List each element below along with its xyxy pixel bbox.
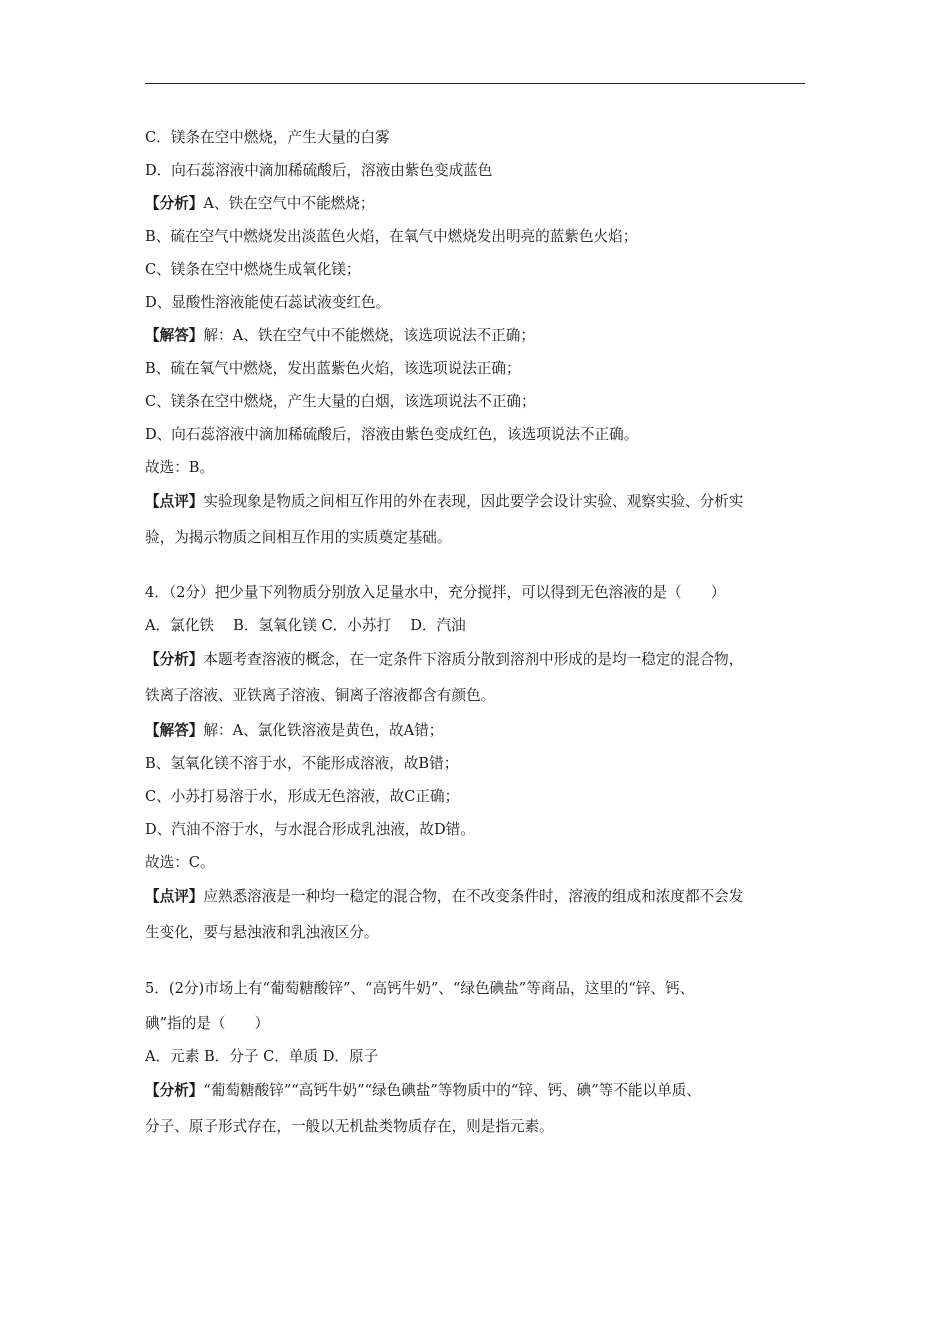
q4-comment-1 — [145, 879, 820, 915]
answer-tag: 【解答】 — [145, 327, 204, 344]
q4-answer-a — [145, 714, 820, 747]
comment-text: 应熟悉溶液是一种均一稳定的混合物，在不改变条件时，溶液的组成和浓度都不会发 — [203, 888, 744, 905]
q4-answer-d: D、汽油不溶于水，与水混合形成乳浊液，故D错。 — [145, 821, 475, 838]
q5-analysis-1 — [145, 1073, 820, 1109]
q3-answer-d: D、向石蕊溶液中滴加稀硫酸后，溶液由紫色变成红色，该选项说法不正确。 — [145, 426, 639, 443]
analysis-text: “葡萄糖酸锌”“高钙牛奶”“绿色碘盐”等物质中的“锌、钙、碘”等不能以单质、 — [203, 1082, 701, 1099]
q5-options: A．元素 B．分子 C．单质 D．原子 — [145, 1048, 379, 1065]
q3-analysis-b: B、硫在空气中燃烧发出淡蓝色火焰，在氧气中燃烧发出明亮的蓝紫色火焰； — [145, 228, 638, 245]
comment-tag: 【点评】 — [145, 888, 204, 905]
analysis-tag: 【分析】 — [145, 1082, 204, 1099]
document-body — [145, 121, 820, 1145]
q3-comment-1 — [145, 484, 820, 520]
answer-text: 解：A、铁在空气中不能燃烧，该选项说法不正确； — [203, 327, 535, 344]
q5-analysis-2: 分子、原子形式存在，一般以无机盐类物质存在，则是指元素。 — [145, 1118, 554, 1135]
q3-comment-2: 验，为揭示物质之间相互作用的实质奠定基础。 — [145, 529, 452, 546]
q4-analysis-2: 铁离子溶液、亚铁离子溶液、铜离子溶液都含有颜色。 — [145, 687, 496, 704]
q3-choice: 故选：B。 — [145, 459, 215, 476]
answer-tag: 【解答】 — [145, 722, 204, 739]
header-rule — [145, 83, 805, 84]
q4-choice: 故选：C。 — [145, 854, 215, 871]
comment-tag: 【点评】 — [145, 493, 204, 510]
q3-analysis-d: D、显酸性溶液能使石蕊试液变红色。 — [145, 294, 391, 311]
q3-answer-c: C、镁条在空中燃烧，产生大量的白烟，该选项说法不正确； — [145, 393, 536, 410]
analysis-tag: 【分析】 — [145, 651, 204, 668]
q4-answer-b: B、氢氧化镁不溶于水，不能形成溶液，故B错； — [145, 755, 459, 772]
analysis-text: 本题考查溶液的概念，在一定条件下溶质分散到溶剂中形成的是均一稳定的混合物， — [203, 651, 744, 668]
spacer — [145, 951, 820, 971]
q3-analysis-a — [145, 187, 820, 220]
answer-text: 解：A、氯化铁溶液是黄色，故A错； — [203, 722, 444, 739]
q3-analysis-c: C、镁条在空中燃烧生成氧化镁； — [145, 261, 361, 278]
analysis-tag: 【分析】 — [145, 195, 204, 212]
q5-question-2: 碘”指的是（ ） — [145, 1015, 270, 1032]
q4-question: 4．（2分）把少量下列物质分别放入足量水中，充分搅拌，可以得到无色溶液的是（ ） — [145, 584, 726, 601]
q5-question-1: 5．(2分)市场上有“葡萄糖酸锌”、“高钙牛奶”、“绿色碘盐”等商品，这里的“锌、钙、 — [145, 980, 695, 997]
q3-answer-a — [145, 319, 820, 352]
comment-text: 实验现象是物质之间相互作用的外在表现，因此要学会设计实验、观察实验、分析实 — [203, 493, 744, 510]
spacer — [145, 556, 820, 576]
q4-analysis-1 — [145, 642, 820, 678]
q3-option-c: C．镁条在空中燃烧，产生大量的白雾 — [145, 129, 390, 146]
q4-comment-2: 生变化，要与悬浊液和乳浊液区分。 — [145, 924, 379, 941]
q3-answer-b: B、硫在氧气中燃烧，发出蓝紫色火焰，该选项说法正确； — [145, 360, 521, 377]
analysis-text: A、铁在空气中不能燃烧； — [203, 195, 375, 212]
q4-answer-c: C、小苏打易溶于水，形成无色溶液，故C正确； — [145, 788, 460, 805]
q4-options: A．氯化铁 B．氢氧化镁 C．小苏打 D．汽油 — [145, 617, 466, 634]
q3-option-d: D．向石蕊溶液中滴加稀硫酸后，溶液由紫色变成蓝色 — [145, 162, 493, 179]
